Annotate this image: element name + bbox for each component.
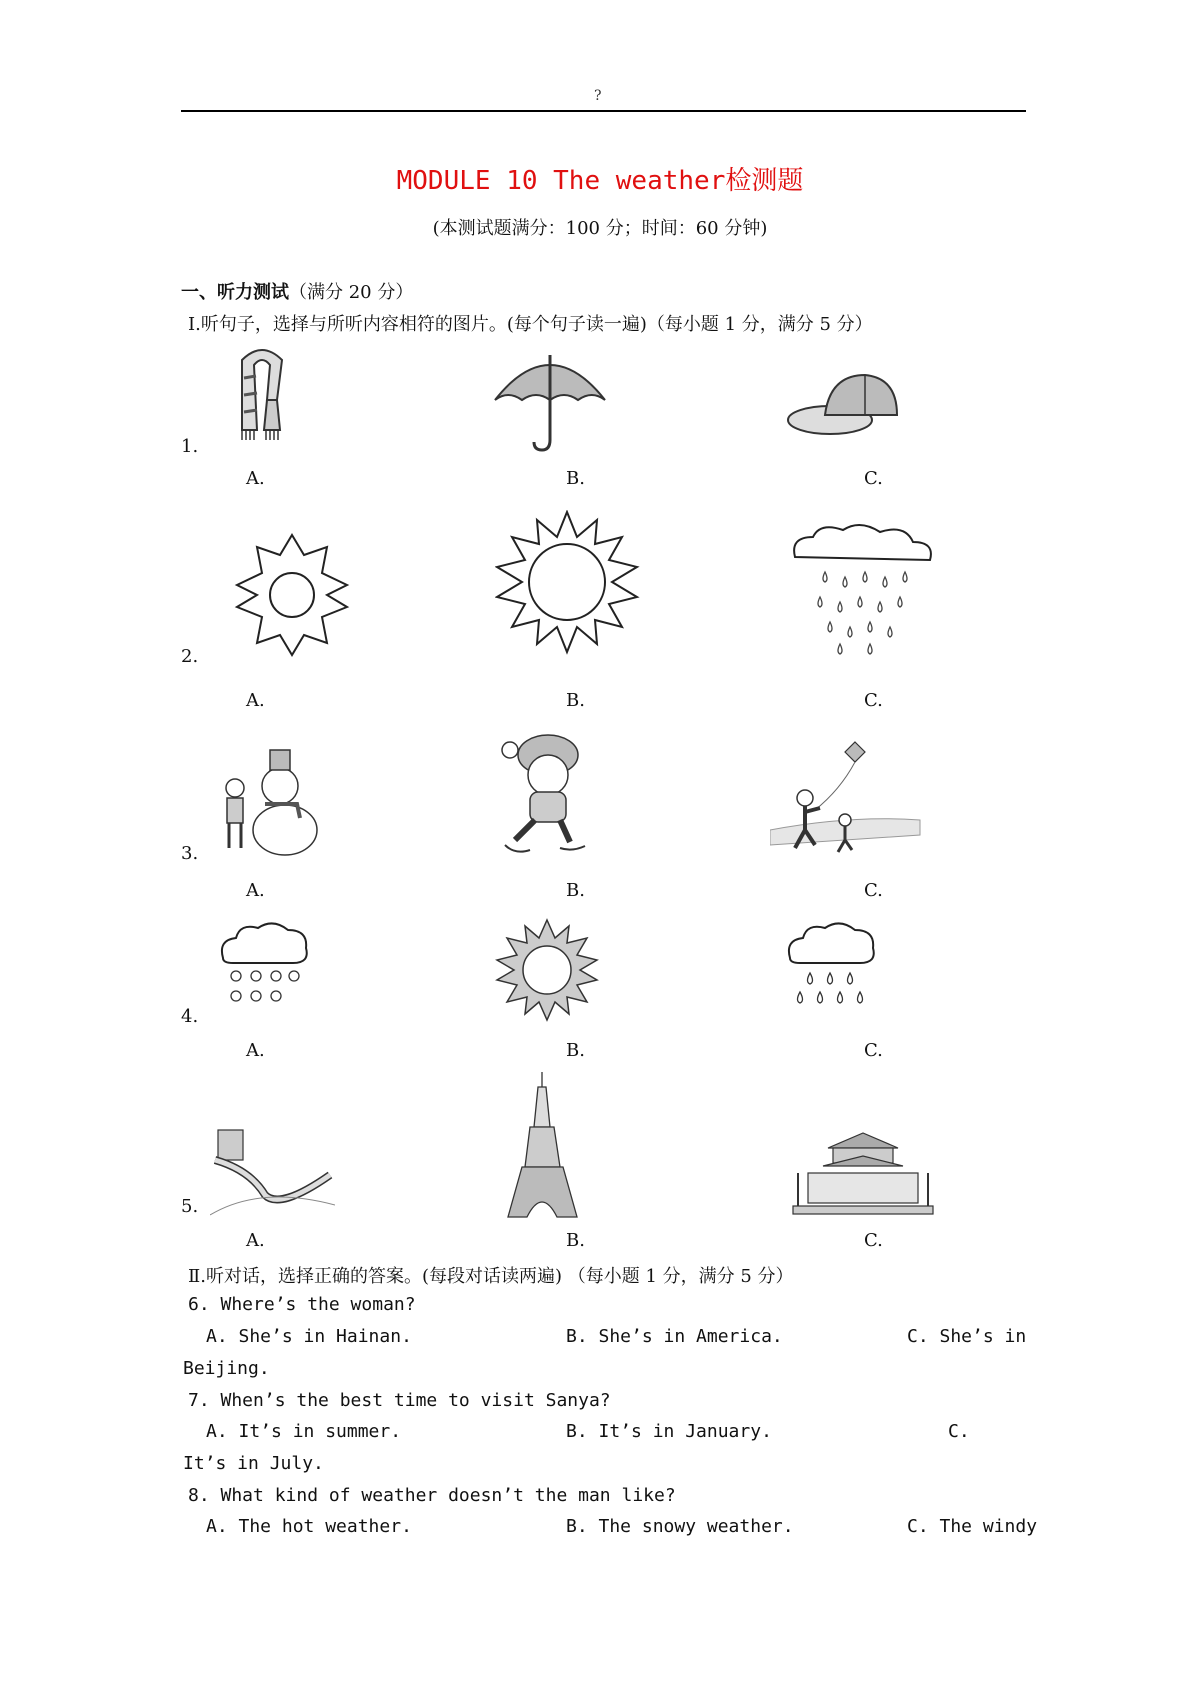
question-number-4: 4. [181,1006,199,1027]
q6-option-c-cont: Beijing. [183,1358,270,1379]
option-5a: A. [246,1230,265,1251]
q6-option-a: A. She’s in Hainan. [206,1326,412,1347]
option-5b: B. [566,1230,585,1251]
q7-option-c-cont: It’s in July. [183,1453,324,1474]
page-title: MODULE 10 The weather检测题 [396,166,804,196]
rain-cloud-icon [785,918,880,1010]
section-heading [181,278,413,304]
page-subtitle: (本测试题满分：100 分；时间：60 分钟) [432,218,768,239]
sun-icon [495,510,640,655]
option-1a: A. [246,468,265,489]
option-2b: B. [566,690,585,711]
great-wall-icon [210,1125,335,1217]
option-5c: C. [864,1230,883,1251]
rain-cloud-icon [785,522,945,662]
question-number-5: 5. [181,1196,199,1217]
cap-icon [785,370,905,440]
option-3c: C. [864,880,883,901]
snowman-icon [205,748,325,858]
option-3a: A. [246,880,265,901]
option-4b: B. [566,1040,585,1061]
q6-option-c: C. She’s in [907,1326,1027,1347]
option-1b: B. [566,468,585,489]
eiffel-tower-icon [505,1072,580,1222]
skating-child-icon [490,730,605,865]
part2-instruction: Ⅱ.听对话，选择正确的答案。(每段对话读两遍) （每小题 1 分，满分 5 分） [188,1266,794,1287]
option-4a: A. [246,1040,265,1061]
option-2a: A. [246,690,265,711]
q7-option-a: A. It’s in summer. [206,1421,402,1442]
q8-option-c: C. The windy [907,1516,1038,1537]
snow-cloud-icon [218,918,310,1010]
tiananmen-icon [788,1128,938,1220]
option-2c: C. [864,690,883,711]
option-3b: B. [566,880,585,901]
q8-option-a: A. The hot weather. [206,1516,412,1537]
sun-icon [495,918,600,1023]
header-rule [181,110,1026,112]
q8-option-b: B. The snowy weather. [566,1516,794,1537]
option-4c: C. [864,1040,883,1061]
scarf-icon [222,340,302,450]
question-8: 8. What kind of weather doesn’t the man like? [188,1485,676,1506]
header-mark: ? [594,88,602,104]
kite-flying-icon [770,740,925,860]
section-title: 一、听力测试 [181,282,289,303]
umbrella-icon [490,345,610,455]
q7-option-b: B. It’s in January. [566,1421,772,1442]
question-number-3: 3. [181,843,199,864]
section-score: （满分 20 分） [289,282,414,303]
option-1c: C. [864,468,883,489]
q6-option-b: B. She’s in America. [566,1326,783,1347]
question-number-2: 2. [181,646,199,667]
question-7: 7. When’s the best time to visit Sanya? [188,1390,611,1411]
snowflake-icon [225,530,360,660]
question-6: 6. Where’s the woman? [188,1294,416,1315]
question-number-1: 1. [181,436,199,457]
q7-option-c: C. [948,1421,970,1442]
part1-instruction: Ⅰ.听句子，选择与所听内容相符的图片。(每个句子读一遍)（每小题 1 分，满分 5 分） [188,314,873,335]
